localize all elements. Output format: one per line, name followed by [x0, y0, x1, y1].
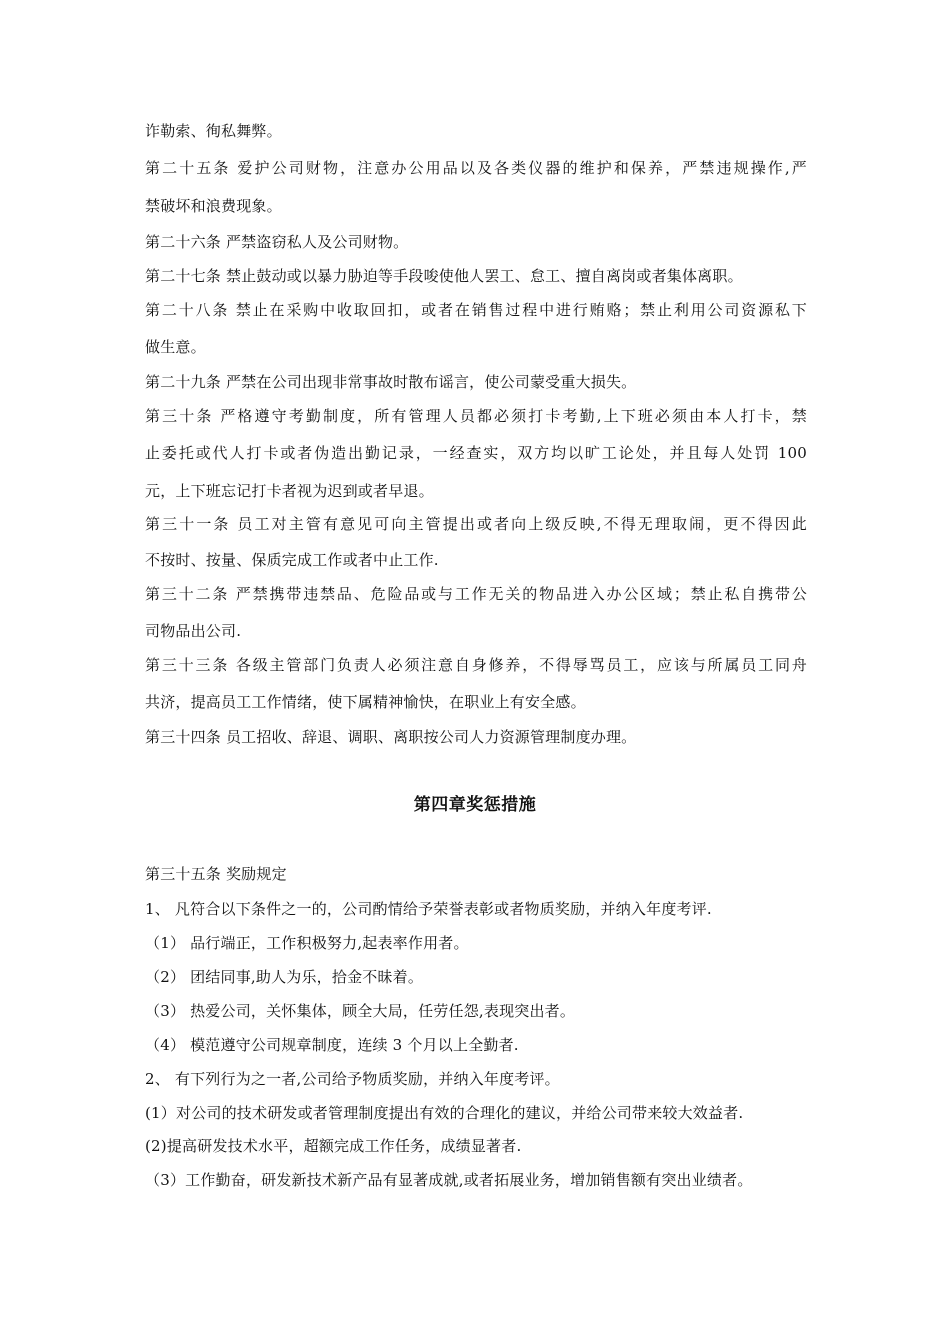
list-item: （3） 热爱公司，关怀集体，顾全大局，任劳任怨,表现突出者。 — [145, 1002, 576, 1020]
text-line: 司物品出公司. — [145, 622, 242, 640]
text-line: 诈勒索、徇私舞弊。 — [145, 122, 282, 140]
text-line: 第三十二条 严禁携带违禁品、危险品或与工作无关的物品进入办公区域；禁止私自携带公 — [145, 585, 807, 603]
text-line: 第三十五条 奖励规定 — [145, 865, 287, 883]
text-line: 第三十一条 员工对主管有意见可向主管提出或者向上级反映,不得无理取闹，更不得因此 — [145, 515, 807, 533]
list-item: （4） 模范遵守公司规章制度，连续 3 个月以上全勤者. — [145, 1036, 519, 1054]
text-line: 元，上下班忘记打卡者视为迟到或者早退。 — [145, 482, 434, 500]
text-line: 止委托或代人打卡或者伪造出勤记录，一经查实，双方均以旷工论处，并且每人处罚 100 — [145, 444, 807, 462]
list-item: （2） 团结同事,助人为乐，拾金不昧着。 — [145, 968, 424, 986]
text-line: 第二十五条 爱护公司财物，注意办公用品以及各类仪器的维护和保养，严禁违规操作,严 — [145, 159, 807, 177]
text-line: 第三十四条 员工招收、辞退、调职、离职按公司人力资源管理制度办理。 — [145, 728, 637, 746]
list-item: （1） 品行端正，工作积极努力,起表率作用者。 — [145, 934, 469, 952]
text-line: 第二十八条 禁止在采购中收取回扣，或者在销售过程中进行贿赂；禁止利用公司资源私下 — [145, 301, 807, 319]
text-line: 2、 有下列行为之一者,公司给予物质奖励，并纳入年度考评。 — [145, 1070, 560, 1088]
text-line: 第二十六条 严禁盗窃私人及公司财物。 — [145, 233, 409, 251]
list-item: (2)提高研发技术水平，超额完成工作任务，成绩显著者. — [145, 1137, 522, 1155]
text-line: 禁破坏和浪费现象。 — [145, 197, 282, 215]
text-line: 1、 凡符合以下条件之一的，公司酌情给予荣誉表彰或者物质奖励，并纳入年度考评. — [145, 900, 712, 918]
list-item: (1）对公司的技术研发或者管理制度提出有效的合理化的建议，并给公司带来较大效益者. — [145, 1104, 744, 1122]
text-line: 不按时、按量、保质完成工作或者中止工作. — [145, 551, 439, 569]
text-line: 共济，提高员工工作情绪，使下属精神愉快，在职业上有安全感。 — [145, 693, 586, 711]
list-item: （3）工作勤奋，研发新技术新产品有显著成就,或者拓展业务，增加销售额有突出业绩者。 — [145, 1171, 753, 1189]
chapter-title: 第四章奖惩措施 — [413, 795, 537, 815]
text-line: 第三十条 严格遵守考勤制度，所有管理人员都必须打卡考勤,上下班必须由本人打卡，禁 — [145, 407, 807, 425]
text-line: 第二十七条 禁止鼓动或以暴力胁迫等手段唆使他人罢工、怠工、擅自离岗或者集体离职。 — [145, 267, 743, 285]
text-line: 第三十三条 各级主管部门负责人必须注意自身修养，不得辱骂员工，应该与所属员工同舟 — [145, 656, 807, 674]
text-line: 做生意。 — [145, 338, 206, 356]
text-line: 第二十九条 严禁在公司出现非常事故时散布谣言，使公司蒙受重大损失。 — [145, 373, 637, 391]
